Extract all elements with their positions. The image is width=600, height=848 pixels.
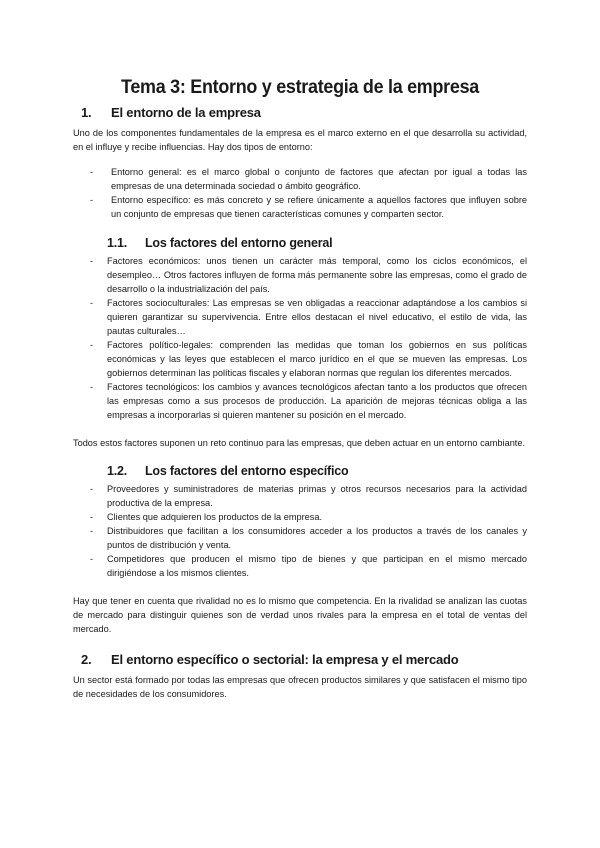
list-item-text: Entorno general: es el marco global o conjunto de factores que afectan por igual a todas las empresas de una determinada sociedad o ámbito geográfico. [111,167,527,191]
section-1-1-title: Los factores del entorno general [145,236,333,250]
section-1-number: 1. [81,105,92,120]
list-item-text: Distribuidores que facilitan a los consumidores acceder a los productos a través de los canales y puntos de distribución y venta. [107,526,527,550]
list-item [90,552,527,580]
list-item-text: Clientes que adquieren los productos de la empresa. [107,512,323,522]
section-1-1-heading [73,236,527,250]
list-item-text: Factores económicos: unos tienen un carácter más temporal, como los ciclos económicos, el desempleo… Otros factores influyen de forma más permanente sobre las empresas, como el grado de desarrollo o la industrialización del país. [107,256,527,294]
section-1-2-number: 1.2. [107,464,128,478]
section-1-intro: Uno de los componentes fundamentales de la empresa es el marco externo en el que desarrolla su actividad, en el influye y recibe influencias. Hay dos tipos de entorno: [73,128,527,152]
section-1-1-list [73,254,527,422]
section-1-list [73,165,527,221]
section-1-2-list [73,482,527,580]
list-item [90,524,527,552]
list-item [90,296,527,338]
section-2-title: El entorno específico o sectorial: la empresa y el mercado [111,652,459,667]
section-1-title: El entorno de la empresa [111,105,261,120]
section-2-body: Un sector está formado por todas las empresas que ofrecen productos similares y que satisfacen el mismo tipo de necesidades de los consumidores. [73,675,527,699]
list-item [90,338,527,380]
bullet-dash: - [90,512,94,522]
list-item [73,165,527,193]
bullet-dash: - [90,382,94,392]
bullet-dash: - [90,484,94,494]
list-item [90,482,527,510]
list-item-text: Competidores que producen el mismo tipo de bienes y que participan en el mismo mercado dirigiéndose a los mismos clientes. [107,554,527,578]
list-item-text: Factores tecnológicos: los cambios y avances tecnológicos afectan tanto a los productos que ofrecen las empresas como a sus procesos de producción. La aparición de mejoras técnicas obliga a las empresas a incorporarlas si quieren mantener su posición en el mercado. [107,382,527,420]
section-1-2-title: Los factores del entorno específico [145,464,349,478]
list-item [90,254,527,296]
section-2-heading [73,652,527,667]
bullet-dash: - [90,340,94,350]
list-item [90,510,527,524]
list-item-text: Factores político-legales: comprenden las medidas que toman los gobiernos en sus políticas económicas y las leyes que establecen el marco jurídico en el que se mueven las empresas. Los gobiernos determinan las políticas fiscales y elaboran normas que regulan los diferentes mercados. [107,340,527,378]
list-item-text: Entorno específico: es más concreto y se refiere únicamente a aquellos factores que influyen sobre un conjunto de empresas que tienen características comunes y comparten sector. [111,195,527,219]
list-item-text: Proveedores y suministradores de materias primas y otros recursos necesarios para la actividad productiva de la empresa. [107,484,527,508]
section-1-2-closing: Hay que tener en cuenta que rivalidad no es lo mismo que competencia. En la rivalidad se analizan las cuotas de mercado para distinguir quienes son de verdad unos rivales para la empresa en el total de ventas del mercado. [73,596,527,634]
list-item-text: Factores socioculturales: Las empresas se ven obligadas a reaccionar adaptándose a los cambios si quieren garantizar su supervivencia. Entre ellos destacan el nivel educativo, el estilo de vida, las pautas culturales… [107,298,527,336]
page-title: Tema 3: Entorno y estrategia de la empresa [121,76,479,98]
list-item [90,380,527,422]
bullet-dash: - [90,526,94,536]
section-1-1-number: 1.1. [107,236,128,250]
bullet-dash: - [90,256,94,266]
section-1-2-heading [73,464,527,478]
section-1-1-closing: Todos estos factores suponen un reto continuo para las empresas, que deben actuar en un entorno cambiante. [73,438,526,448]
section-1-heading [73,105,527,120]
bullet-dash: - [90,298,94,308]
list-item [73,193,527,221]
section-2-number: 2. [81,652,92,667]
bullet-dash: - [90,167,94,177]
bullet-dash: - [90,554,94,564]
bullet-dash: - [90,195,94,205]
